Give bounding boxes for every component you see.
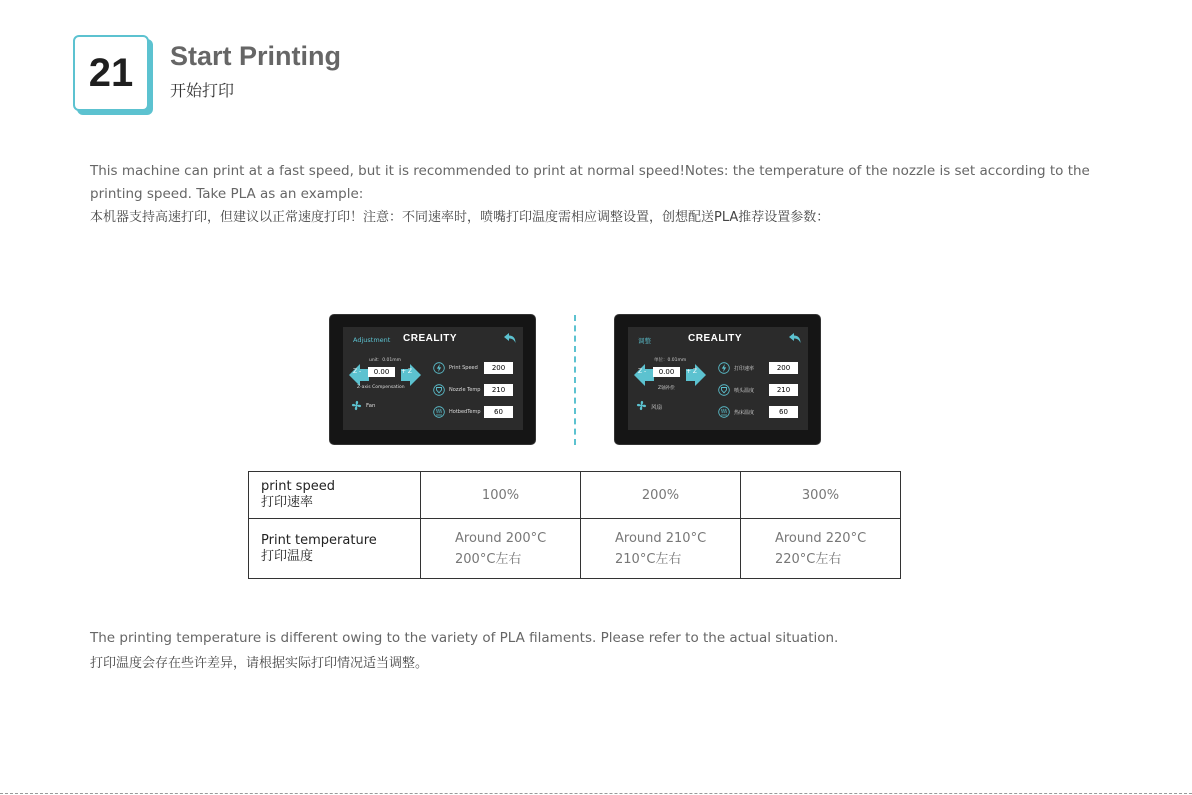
screen-display [628, 327, 808, 430]
hotbed-temp-value[interactable]: 60 [769, 406, 798, 418]
temperature-cell [421, 519, 581, 579]
screen-header [628, 327, 808, 351]
row-header [249, 472, 421, 519]
z-minus-button[interactable]: Z - [353, 368, 362, 375]
table-row [249, 472, 901, 519]
speed-cell: 100% [421, 472, 581, 519]
temperature-en: Around 200°C [455, 530, 547, 546]
print-speed-value[interactable]: 200 [484, 362, 513, 374]
nozzle-icon [718, 384, 730, 396]
row-header-cn: 打印速率 [261, 495, 314, 510]
row-header-en: Print temperature [261, 532, 377, 548]
z-unit-label: 单位：0.01mm [654, 358, 687, 363]
row-header-cn: 打印温度 [261, 548, 314, 564]
row-header [249, 519, 421, 579]
speed-cell: 300% [740, 472, 900, 519]
hotbed-temp-label: 热床温度 [734, 410, 755, 416]
fan-label: Fan [366, 403, 376, 409]
z-compensation-label: Z轴补偿 [658, 386, 675, 391]
speed-temperature-table [248, 471, 901, 579]
intro-cn: 本机器支持高速打印，但建议以正常速度打印！注意：不同速率时，喷嘴打印温度需相应调整设置，创想配送PLA推荐设置参数： [90, 210, 830, 225]
footnote [90, 626, 838, 676]
fan-label: 风扇 [651, 405, 663, 411]
print-speed-label: 打印速率 [734, 366, 755, 372]
screen-divider [574, 315, 576, 445]
temperature-cn: 220°C左右 [774, 551, 842, 567]
back-arrow-icon[interactable] [788, 331, 802, 345]
temperature-cn: 200°C左右 [455, 551, 522, 567]
creality-logo: CREALITY [688, 333, 742, 344]
print-speed-value[interactable]: 200 [769, 362, 798, 374]
temperature-cell [581, 519, 741, 579]
nozzle-icon [433, 384, 445, 396]
footnote-cn: 打印温度会存在些许差异，请根据实际打印情况适当调整。 [90, 656, 429, 671]
z-minus-button[interactable]: Z - [638, 368, 647, 375]
printer-screen-chinese [615, 315, 820, 444]
step-number-badge [73, 35, 149, 111]
temperature-cell [740, 519, 900, 579]
creality-logo: CREALITY [403, 333, 457, 344]
screen-title: Adjustment [353, 336, 391, 344]
row-header-en: print speed [261, 479, 335, 494]
hotbed-icon [433, 406, 445, 418]
temperature-en: Around 210°C [615, 530, 707, 546]
page-subtitle: 开始打印 [170, 81, 235, 100]
temperature-cn: 210°C左右 [615, 551, 682, 567]
printer-screen-english [330, 315, 535, 444]
screen-display [343, 327, 523, 430]
bottom-divider [0, 793, 1192, 794]
lightning-icon [718, 362, 730, 374]
z-plus-button[interactable]: + Z [401, 368, 413, 375]
screen-header [343, 327, 523, 351]
footnote-en: The printing temperature is different owing to the variety of PLA filaments. Please refer to the actual situation. [90, 630, 839, 646]
nozzle-temp-value[interactable]: 210 [769, 384, 798, 396]
fan-icon[interactable] [636, 400, 647, 411]
hotbed-icon [718, 406, 730, 418]
z-compensation-label: Z-axis Compensation [357, 385, 405, 390]
page-title: Start Printing [170, 41, 342, 71]
fan-icon[interactable] [351, 400, 362, 411]
z-plus-button[interactable]: + Z [686, 368, 698, 375]
screen-title: 调整 [638, 337, 651, 345]
z-offset-value[interactable]: 0.00 [653, 367, 680, 377]
z-unit-label: unit：0.01mm [369, 358, 402, 363]
back-arrow-icon[interactable] [503, 331, 517, 345]
nozzle-temp-label: 喷头温度 [734, 388, 755, 394]
hotbed-temp-label: HotbedTemp [449, 409, 481, 415]
intro-text [90, 160, 1090, 229]
lightning-icon [433, 362, 445, 374]
table-row [249, 519, 901, 579]
nozzle-temp-value[interactable]: 210 [484, 384, 513, 396]
nozzle-temp-label: Nozzle Temp [449, 387, 481, 393]
print-speed-label: Print Speed [449, 365, 478, 371]
intro-en: This machine can print at a fast speed, but it is recommended to print at normal speed!Notes: the temperature of the nozzle is set according to the printing speed. Take PLA as an example: [90, 163, 1090, 202]
temperature-en: Around 220°C [774, 530, 867, 546]
hotbed-temp-value[interactable]: 60 [484, 406, 513, 418]
speed-cell: 200% [581, 472, 741, 519]
z-offset-value[interactable]: 0.00 [368, 367, 395, 377]
step-number: 21 [88, 50, 134, 95]
